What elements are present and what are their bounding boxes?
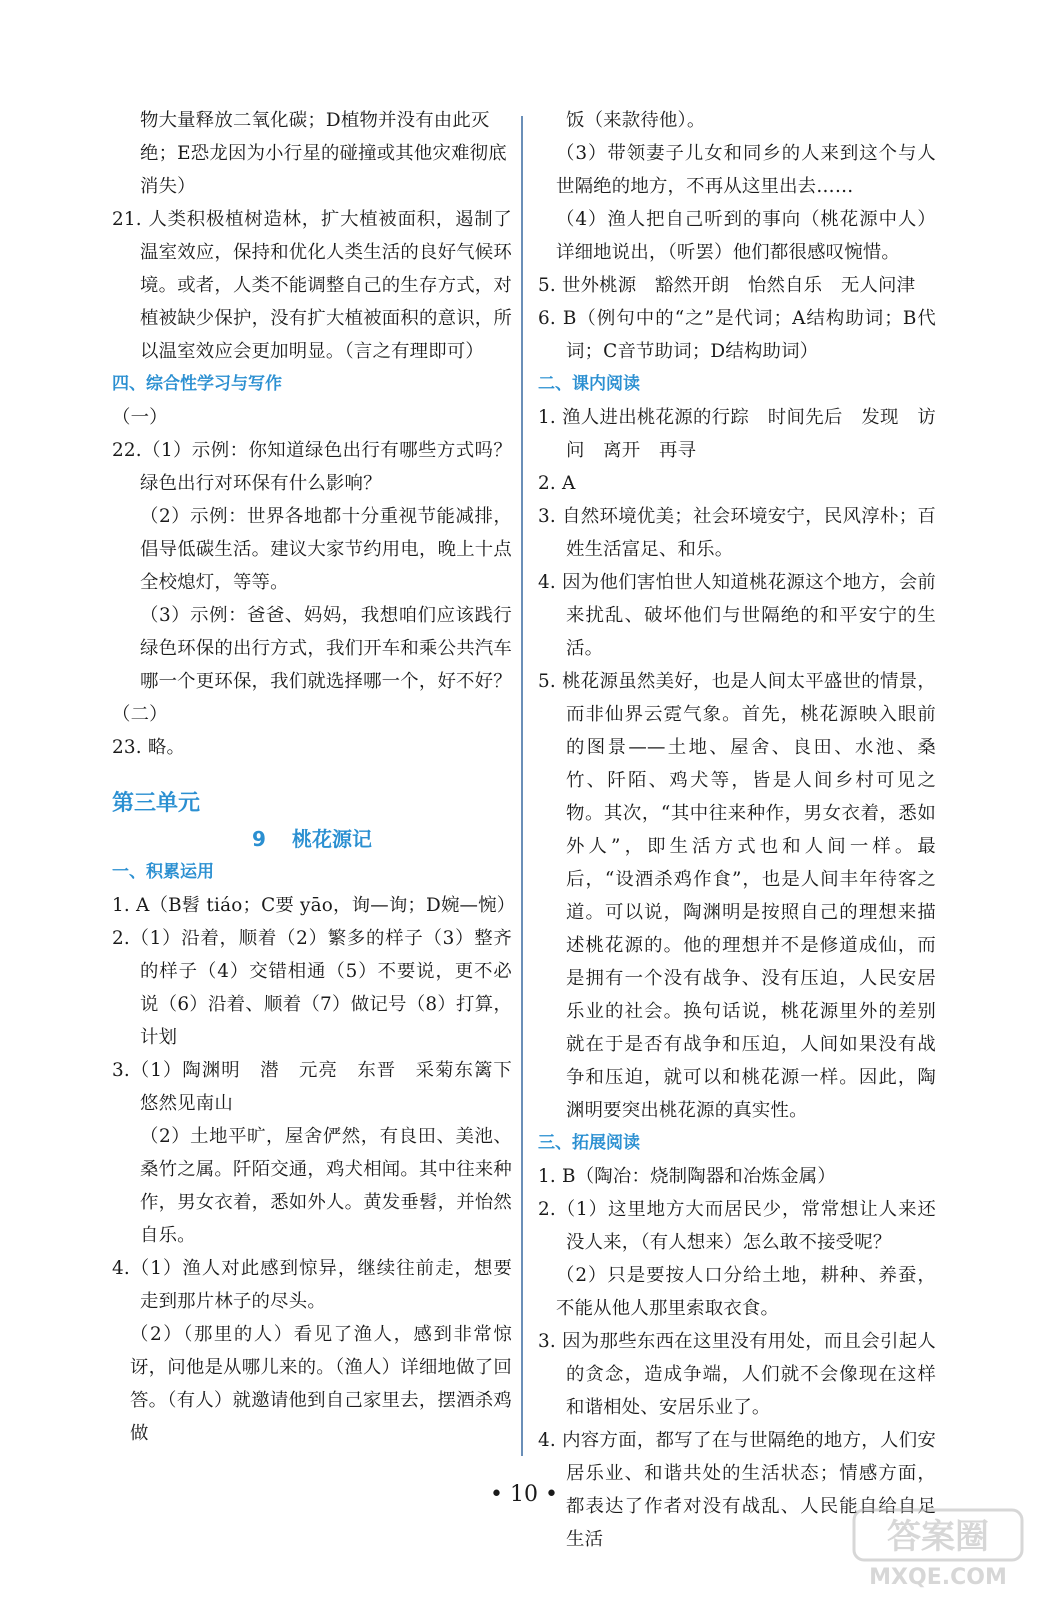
watermark-logo-text: 答案圈 <box>887 1517 989 1557</box>
answer-continuation: 绝；E恐龙因为小行星的碰撞或其他灾难彻底 <box>140 143 507 164</box>
answer-subitem: （2）（那里的人）看见了渔人，感到非常惊讶，问他是从哪儿来的。（渔人）详细地做了回答。（有人）就邀请他到自己家里去，摆酒杀鸡做 <box>130 1324 512 1444</box>
answer-item: 1. B（陶冶：烧制陶器和冶炼金属） <box>538 1166 836 1187</box>
paragraph: （一） <box>112 407 168 428</box>
answer-item: 5. 桃花源虽然美好，也是人间太平盛世的情景，而非仙界云霓气象。首先，桃花源映入眼前的图景——土地、屋舍、良田、水池、桑竹、阡陌、鸡犬等，皆是人间乡村可见之物。其次，“其中往来种作，男女衣着，悉如外人”，即生活方式也和人间一样。最后，“设酒杀鸡作食”，也是人间丰年待客之道。可以说，陶渊明是按照自己的理想来描述桃花源的。他的理想并不是修道成仙，而是拥有一个没有战争、没有压迫，人民安居乐业的社会。换句话说，桃花源里外的差别就在于是否有战争和压迫，人间如果没有战争和压迫，就可以和桃花源一样。因此，陶渊明要突出桃花源的真实性。 <box>538 671 936 1121</box>
answer-item: 2.（1）这里地方大而居民少，常常想让人来还没人来，（有人想来）怎么敢不接受呢？ <box>538 1199 936 1253</box>
answer-item: 2. A <box>538 473 576 494</box>
answer-item: 3. 自然环境优美；社会环境安宁，民风淳朴；百姓生活富足、和乐。 <box>538 506 936 560</box>
answer-item: 3. 因为那些东西在这里没有用处，而且会引起人的贪念，造成争端，人们就不会像现在这样和谐相处、安居乐业了。 <box>538 1331 936 1418</box>
answer-item: 4. 内容方面，都写了在与世隔绝的地方，人们安居乐业、和谐共处的生活状态；情感方面，都表达了作者对没有战乱、人民能自给自足生活 <box>538 1430 936 1550</box>
answer-subitem: （4）渔人把自己听到的事向（桃花源中人）详细地说出，（听罢）他们都很感叹惋惜。 <box>556 209 936 263</box>
answer-continuation: （2）土地平旷，屋舍俨然，有良田、美池、桑竹之属。阡陌交通，鸡犬相闻。其中往来种作，男女衣着，悉如外人。黄发垂髫，并怡然自乐。 <box>140 1126 512 1246</box>
answer-subitem: （3）带领妻子儿女和同乡的人来到这个与人世隔绝的地方，不再从这里出去…… <box>556 143 936 197</box>
answer-continuation: 物大量释放二氧化碳；D植物并没有由此灭 <box>140 110 490 131</box>
watermark-logo <box>848 1506 1028 1592</box>
answer-item: 4.（1）渔人对此感到惊异，继续往前走，想要走到那片林子的尽头。 <box>112 1258 512 1312</box>
lesson-number: 9 <box>252 827 266 851</box>
answer-item: 1. 渔人进出桃花源的行踪 时间先后 发现 访问 离开 再寻 <box>538 407 936 461</box>
answer-continuation: 饭（来款待他）。 <box>566 110 706 131</box>
lesson-title <box>112 822 512 856</box>
section-heading: 三、拓展阅读 <box>538 1133 640 1153</box>
column-divider <box>521 116 523 1456</box>
answer-continuation: （2）示例：世界各地都十分重视节能减排，倡导低碳生活。建议大家节约用电，晚上十点全校熄灯，等等。 <box>140 506 512 593</box>
answer-item: 3.（1）陶渊明 潜 元亮 东晋 采菊东篱下 悠然见南山 <box>112 1060 531 1114</box>
watermark-url-text: MXQE.COM <box>869 1565 1007 1590</box>
paragraph: 23. 略。 <box>112 737 186 758</box>
answer-item: 4. 因为他们害怕世人知道桃花源这个地方，会前来扰乱、破坏他们与世隔绝的和平安宁的生活。 <box>538 572 936 659</box>
section-heading: 二、课内阅读 <box>538 374 640 394</box>
left-column <box>112 104 531 1450</box>
page-number: • 10 • <box>490 1482 558 1507</box>
answer-continuation: （3）示例：爸爸、妈妈，我想咱们应该践行绿色环保的出行方式，我们开车和乘公共汽车哪一个更环保，我们就选择哪一个，好不好？ <box>140 605 512 692</box>
answer-item: 1. A（B髫 tiáo；C要 yāo，询—询；D婉—惋） <box>112 895 516 916</box>
unit-heading: 第三单元 <box>112 791 201 816</box>
answer-item: 21. 人类积极植树造林，扩大植被面积，遏制了温室效应，保持和优化人类生活的良好气候环境。或者，人类不能调整自己的生存方式，对植被缺少保护，没有扩大植被面积的意识，所以温室效应会更加明显。（言之有理即可） <box>112 209 512 362</box>
answer-item: 22.（1）示例：你知道绿色出行有哪些方式吗？绿色出行对环保有什么影响？ <box>112 440 512 494</box>
answer-item: 2.（1）沿着，顺着（2）繁多的样子（3）整齐的样子（4）交错相通（5）不要说，更不必说（6）沿着、顺着（7）做记号（8）打算，计划 <box>112 928 512 1048</box>
lesson-title-text: 桃花源记 <box>291 827 372 851</box>
paragraph: （二） <box>112 704 168 725</box>
section-heading: 一、积累运用 <box>112 862 214 882</box>
answer-item: 6. B（例句中的“之”是代词；A结构助词；B代词；C音节助词；D结构助词） <box>538 308 936 362</box>
answer-continuation: 消失） <box>140 176 196 197</box>
answer-subitem: （2）只是要按人口分给土地，耕种、养蚕，不能从他人那里索取衣食。 <box>556 1265 936 1319</box>
right-column <box>538 104 936 1556</box>
answer-item: 5. 世外桃源 豁然开朗 怡然自乐 无人问津 <box>538 275 916 296</box>
section-heading: 四、综合性学习与写作 <box>112 374 282 394</box>
